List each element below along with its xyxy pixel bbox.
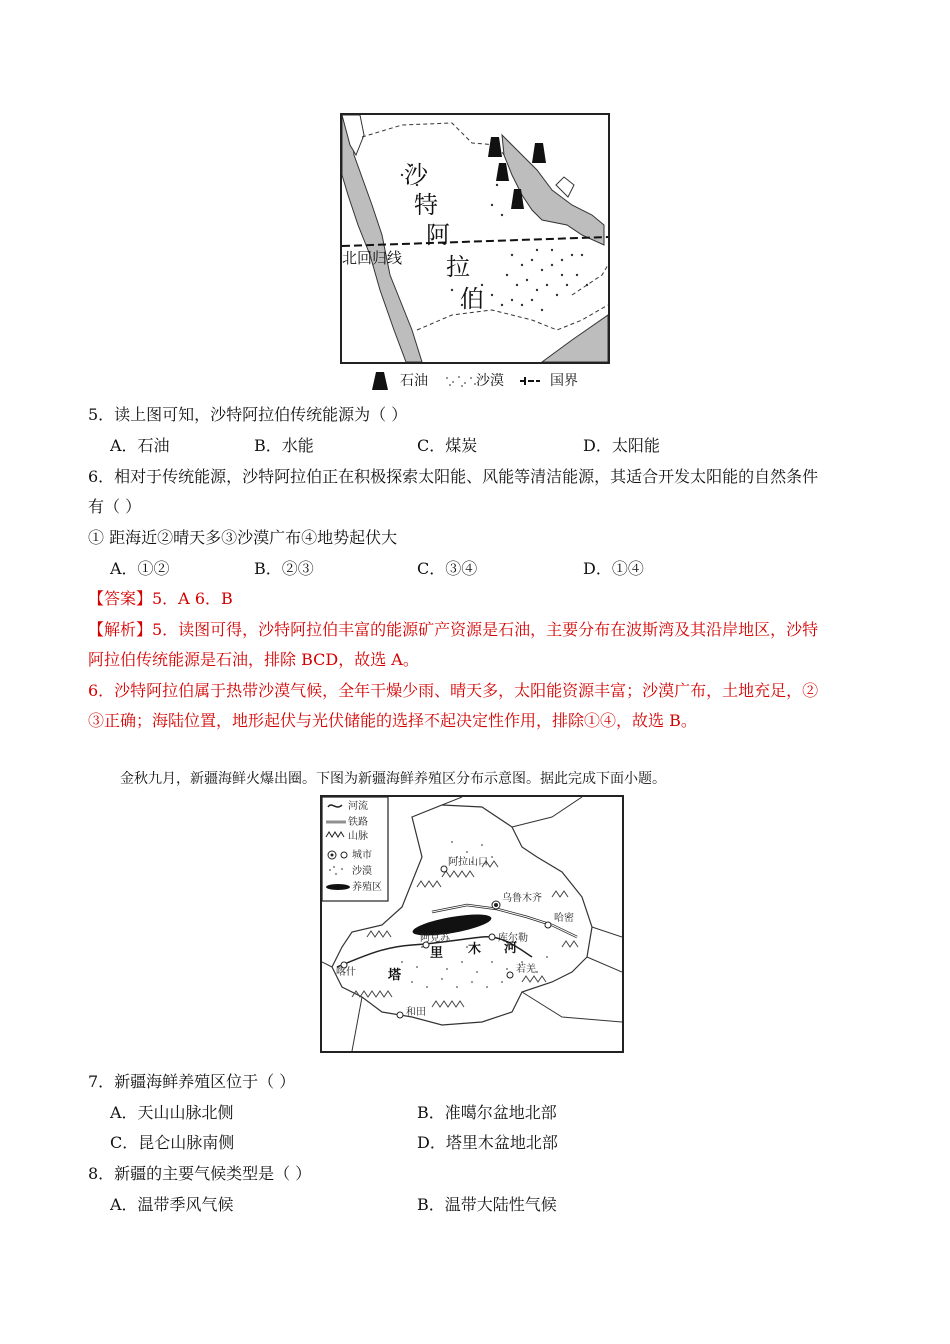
- q7-option-d: D．塔里木盆地北部: [417, 1133, 558, 1152]
- oil-legend-label: 石油: [400, 373, 428, 389]
- city-legend-icon: [341, 852, 347, 858]
- legend-river: 河流: [348, 801, 368, 812]
- q5-option-d: D．太阳能: [583, 436, 660, 455]
- q8-option-b: B．温带大陆性气候: [417, 1195, 557, 1214]
- city-urumqi: 乌鲁木齐: [502, 893, 542, 904]
- question-7-stem: 7．新疆海鲜养殖区位于（ ）: [88, 1072, 296, 1091]
- city-hami: 哈密: [554, 913, 574, 924]
- q6-option-d: D．①④: [583, 559, 644, 578]
- q5-option-a: A．石油: [110, 436, 170, 455]
- city-kashgar: 喀什: [336, 967, 356, 978]
- country-char-3: 阿: [426, 221, 450, 249]
- q7-option-c: C．昆仑山脉南侧: [110, 1133, 235, 1152]
- analysis-line-4: ③正确；海陆位置，地形起伏与光伏储能的选择不起决定性作用，排除①④，故选 B。: [88, 711, 697, 730]
- question-6-stem-line1: 6．相对于传统能源，沙特阿拉伯正在积极探索太阳能、风能等清洁能源，其适合开发太阳能的自然条件: [88, 467, 819, 486]
- saudi-map: [340, 113, 610, 364]
- country-char-2: 特: [414, 191, 438, 219]
- legend-city: 城市: [352, 850, 372, 861]
- border-legend-label: 国界: [550, 373, 578, 389]
- analysis-line-2: 阿拉伯传统能源是石油，排除 BCD，故选 A。: [88, 650, 419, 669]
- city-korla: 库尔勒: [498, 933, 528, 944]
- basin-char-3: 木: [468, 942, 482, 957]
- city-hotan: 和田: [406, 1007, 426, 1018]
- country-char-1: 沙: [404, 161, 428, 189]
- q6-option-b: B．②③: [254, 559, 314, 578]
- analysis-line-3: 6．沙特阿拉伯属于热带沙漠气候，全年干燥少雨、晴天多，太阳能资源丰富；沙漠广布，土地充足，②: [88, 681, 819, 700]
- oil-legend-icon: [372, 372, 388, 390]
- basin-char-4: 河: [504, 941, 518, 956]
- question-6-conditions: ① 距海近②晴天多③沙漠广布④地势起伏大: [88, 528, 398, 547]
- saudi-map-drawing: [342, 115, 608, 362]
- aquaculture-legend-icon: [326, 884, 350, 890]
- question-5-stem: 5．读上图可知，沙特阿拉伯传统能源为（ ）: [88, 405, 408, 424]
- xinjiang-map-drawing: [322, 797, 622, 1051]
- analysis-line-1: 【解析】5．读图可得，沙特阿拉伯丰富的能源矿产资源是石油，主要分布在波斯湾及其沿岸地区，沙特: [88, 620, 819, 639]
- tropic-label: 北回归线: [342, 249, 403, 267]
- country-char-5: 伯: [460, 285, 484, 313]
- country-name: [404, 161, 484, 313]
- legend-desert: 沙漠: [352, 866, 372, 877]
- legend-mountain: 山脉: [348, 831, 368, 842]
- legend-aquaculture: 养殖区: [352, 882, 382, 893]
- q5-option-c: C．煤炭: [417, 436, 478, 455]
- q5-option-b: B．水能: [254, 436, 314, 455]
- intro-text: 金秋九月，新疆海鲜火爆出圈。下图为新疆海鲜养殖区分布示意图。据此完成下面小题。: [120, 771, 666, 787]
- city-alashankou: 阿拉山口: [448, 857, 488, 868]
- xinjiang-map: [320, 795, 624, 1053]
- xinjiang-legend: [322, 797, 388, 901]
- country-char-4: 拉: [446, 253, 470, 281]
- basin-char-1: 塔: [388, 968, 402, 983]
- saudi-map-legend: [372, 370, 612, 392]
- q8-option-a: A．温带季风气候: [110, 1195, 234, 1214]
- q6-option-c: C．③④: [417, 559, 478, 578]
- border-legend-icon: [520, 374, 540, 388]
- city-ruoqiang: 若羌: [516, 964, 536, 975]
- basin-char-2: 里: [430, 946, 444, 961]
- question-6-stem-line2: 有（ ）: [88, 497, 142, 516]
- legend-railway: 铁路: [348, 817, 368, 828]
- question-8-stem: 8．新疆的主要气候类型是（ ）: [88, 1164, 312, 1183]
- answer-line: 【答案】5．A 6．B: [88, 589, 233, 608]
- city-aksu: 阿克苏: [420, 933, 450, 944]
- desert-legend-label: 沙漠: [476, 373, 504, 389]
- q6-option-a: A．①②: [110, 559, 170, 578]
- q7-option-a: A．天山山脉北侧: [110, 1103, 234, 1122]
- q7-option-b: B．准噶尔盆地北部: [417, 1103, 557, 1122]
- desert-legend-icon: [444, 374, 478, 388]
